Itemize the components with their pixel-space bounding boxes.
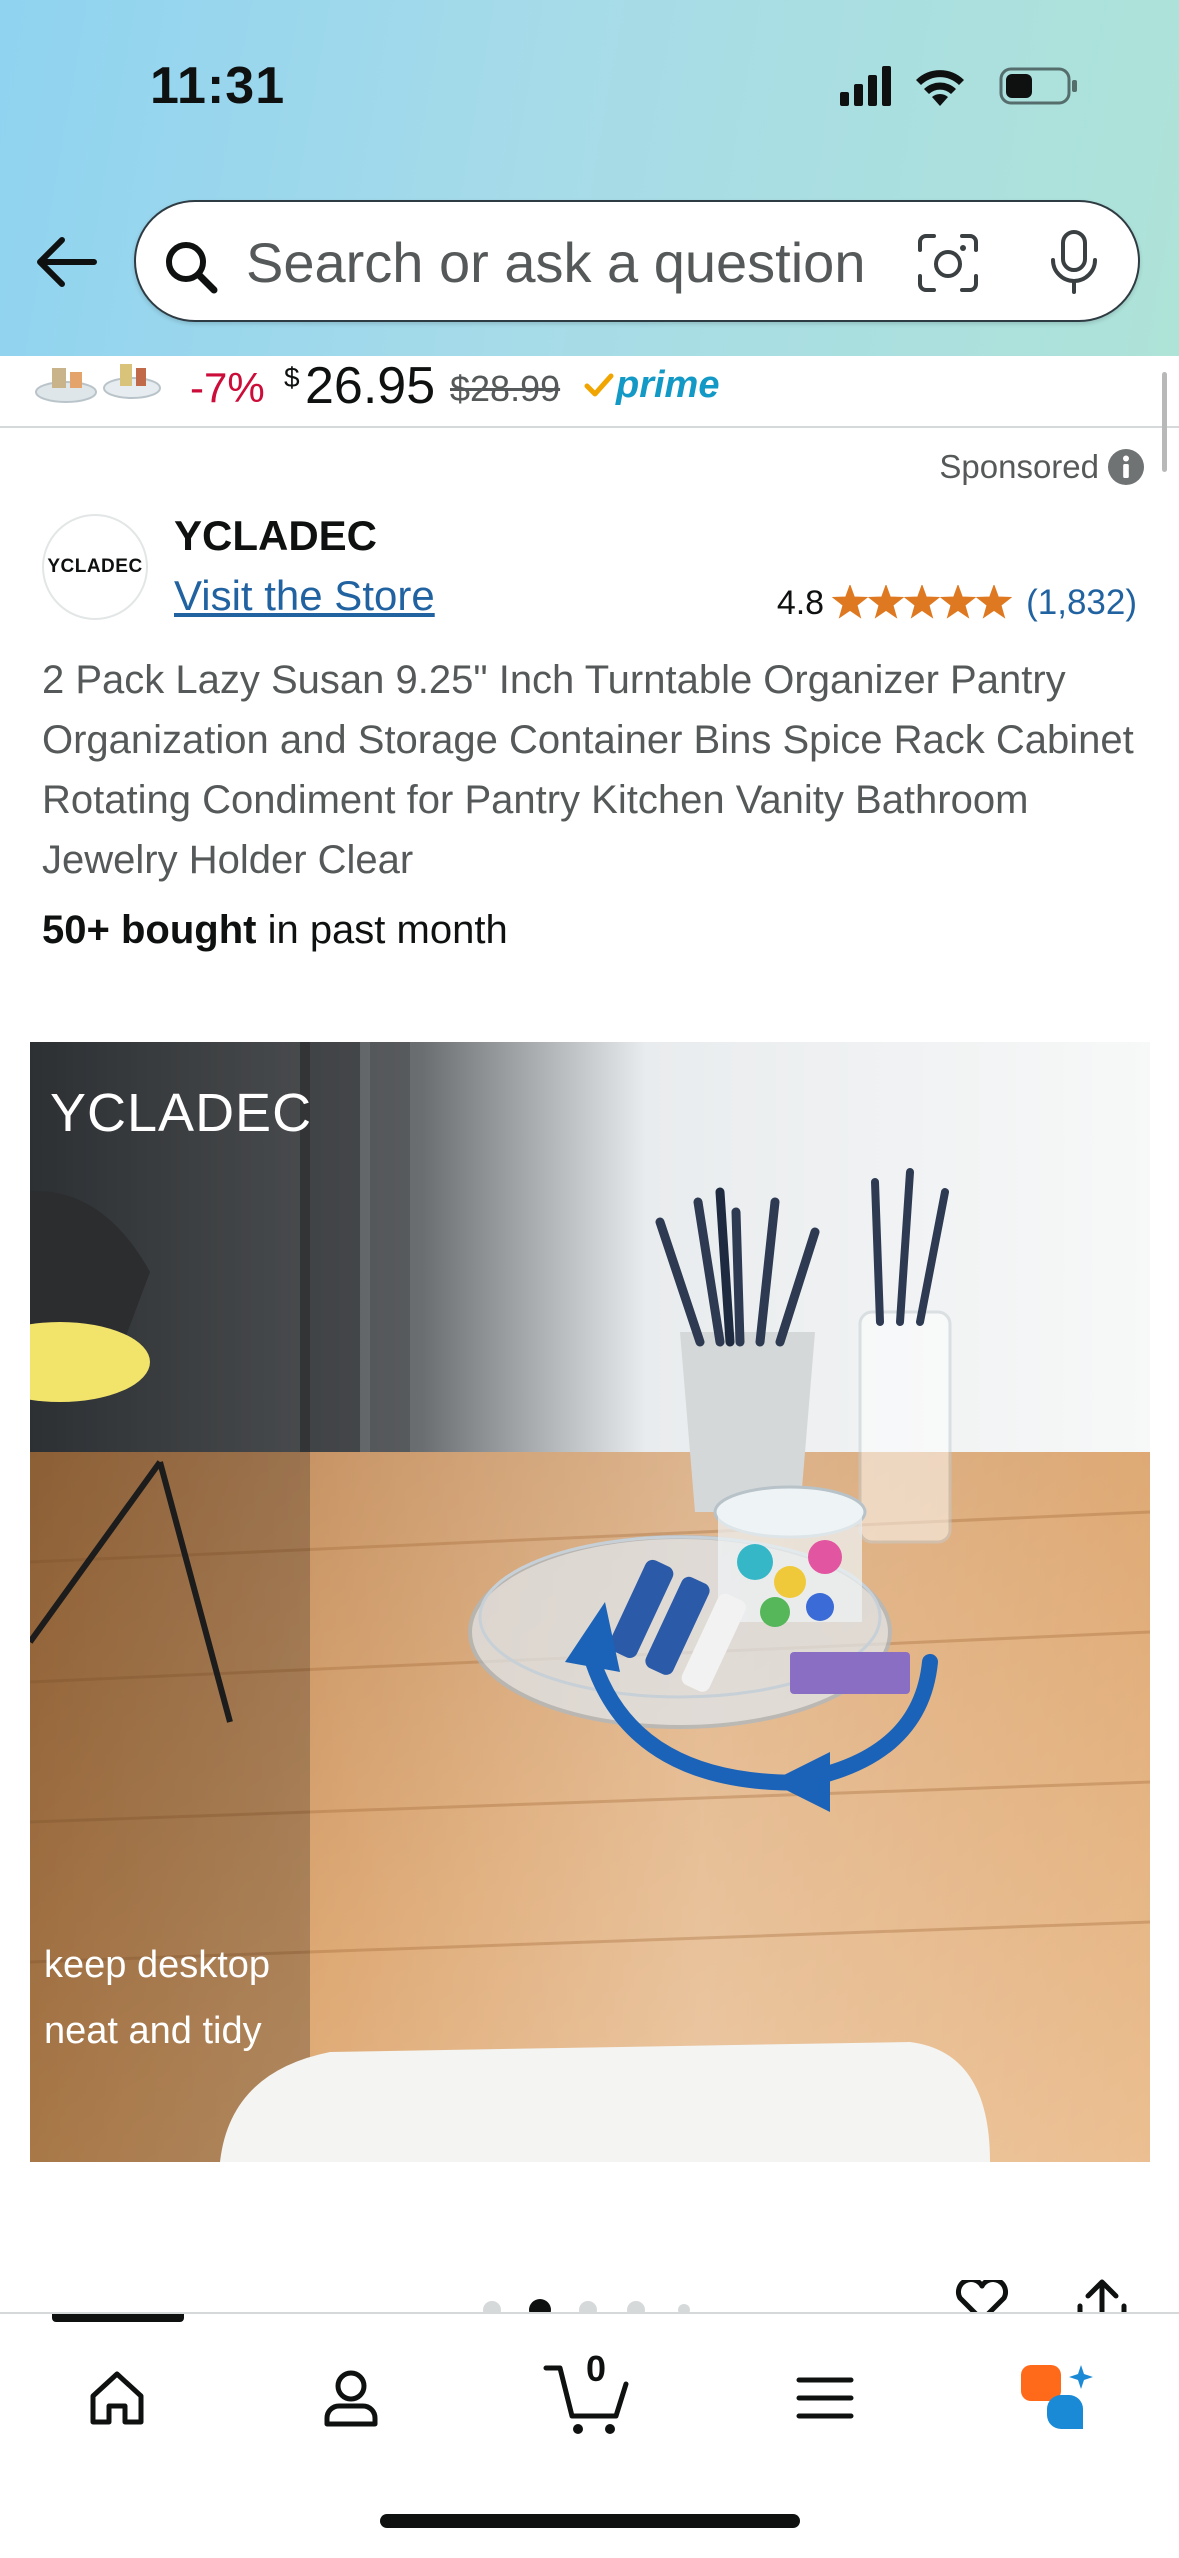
app-header — [0, 0, 1179, 356]
rating-value: 4.8 — [776, 583, 825, 622]
search-bar[interactable] — [134, 200, 1140, 322]
prime-check-icon — [584, 370, 614, 400]
brand-name: YCLADEC — [174, 512, 378, 559]
menu-icon — [793, 2366, 857, 2430]
account-icon — [319, 2366, 383, 2430]
battery-icon — [1001, 69, 1077, 103]
nav-rufus-assistant[interactable] — [1002, 2348, 1112, 2448]
star-4 — [942, 586, 974, 617]
image-brand-overlay: YCLADEC — [50, 1083, 313, 1143]
nav-home[interactable] — [62, 2348, 172, 2448]
microphone-icon[interactable] — [1046, 228, 1102, 298]
visit-store-link[interactable]: Visit the Store — [174, 572, 435, 619]
sponsored-label[interactable] — [939, 448, 1145, 486]
prime-badge — [584, 360, 719, 410]
nav-menu[interactable] — [770, 2348, 880, 2448]
cellular-signal-icon — [840, 66, 891, 106]
rating-count[interactable]: (1,832) — [1026, 583, 1137, 622]
prime-label: prime — [616, 363, 720, 406]
product-title: 2 Pack Lazy Susan 9.25" Inch Turntable Organizer Pantry Organization and Storage Container Bins Spice Rack Cabinet Rotating Condiment for Pantry Kitchen Vanity Bathroom Jewelry Holder Clear — [42, 658, 1134, 882]
price-currency: $ — [284, 362, 300, 393]
image-caption — [44, 1932, 344, 2064]
price: 26.95 — [305, 357, 436, 415]
status-time: 11:31 — [150, 57, 286, 115]
product-thumbnail[interactable] — [34, 356, 164, 416]
back-arrow-icon[interactable] — [30, 232, 102, 292]
discount-percent: -7% — [190, 364, 265, 411]
cart-count: 0 — [585, 2348, 607, 2389]
image-caption-line-1: keep desktop — [44, 1944, 271, 1986]
status-bar-icons — [840, 64, 1080, 108]
info-icon[interactable] — [1107, 448, 1145, 486]
star-2 — [870, 586, 902, 617]
sticky-price-strip[interactable] — [0, 356, 1179, 428]
search-icon — [162, 238, 220, 296]
wifi-icon — [916, 70, 964, 106]
sponsored-text: Sponsored — [939, 448, 1099, 485]
list-price: $28.99 — [450, 368, 561, 409]
star-rating-icon — [832, 585, 1012, 621]
nav-active-indicator — [52, 2314, 184, 2322]
scroll-indicator — [1162, 372, 1167, 472]
rating-summary[interactable] — [777, 578, 1137, 628]
star-1 — [834, 586, 866, 617]
star-5 — [978, 586, 1010, 617]
image-caption-line-2: neat and tidy — [44, 2010, 262, 2052]
rufus-ai-icon — [1017, 2363, 1097, 2433]
bought-in-past-month — [42, 908, 508, 953]
search-row — [0, 196, 1179, 336]
bought-count: 50+ bought — [42, 908, 257, 952]
brand-logo-text: YCLADEC — [47, 556, 143, 577]
home-indicator — [380, 2514, 800, 2528]
star-3 — [906, 586, 938, 617]
bought-suffix: in past month — [256, 908, 508, 952]
camera-lens-icon[interactable] — [916, 232, 980, 294]
brand-logo[interactable] — [42, 514, 148, 620]
home-icon — [85, 2366, 149, 2430]
nav-account[interactable] — [296, 2348, 406, 2448]
